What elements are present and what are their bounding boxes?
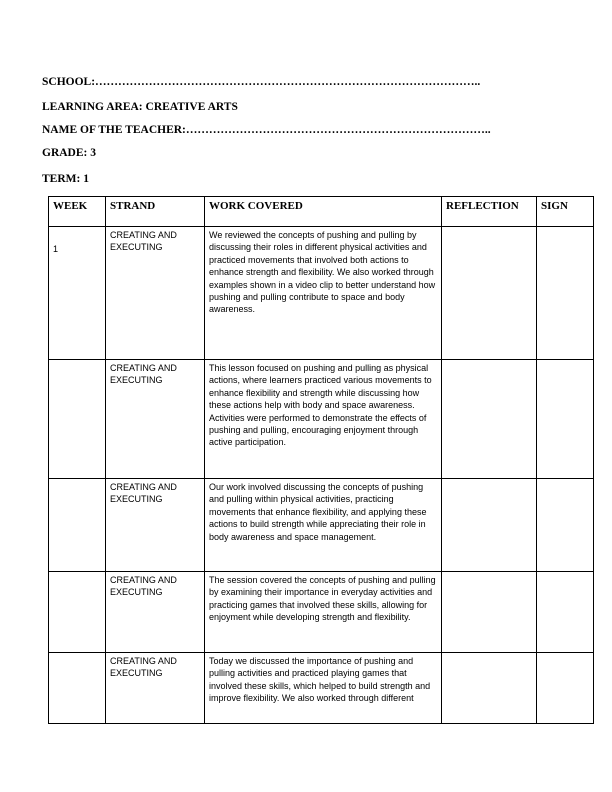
week-cell [49, 653, 106, 724]
strand-cell: CREATING AND EXECUTING [106, 360, 205, 479]
reflection-cell[interactable] [442, 653, 537, 724]
week-cell: 1 [49, 227, 106, 360]
strand-cell: CREATING AND EXECUTING [106, 653, 205, 724]
sign-cell[interactable] [537, 360, 594, 479]
strand-cell: CREATING AND EXECUTING [106, 572, 205, 653]
reflection-cell[interactable] [442, 479, 537, 572]
table-row [49, 479, 594, 572]
work-covered-cell: Today we discussed the importance of pushing and pulling activities and practiced playing games that involved these skills, which helped to build strength and improve flexibility. We also worked through different [205, 653, 442, 724]
strand-cell: CREATING AND EXECUTING [106, 479, 205, 572]
sign-cell[interactable] [537, 653, 594, 724]
learning-area: LEARNING AREA: CREATIVE ARTS [42, 101, 238, 113]
sign-cell[interactable] [537, 479, 594, 572]
col-strand-header: STRAND [106, 197, 205, 227]
table-row [49, 653, 594, 724]
work-record-table [48, 196, 594, 724]
school-field: SCHOOL:……………………………………………………………………………………….. [42, 76, 481, 88]
sign-cell[interactable] [537, 227, 594, 360]
table-header-row [49, 197, 594, 227]
col-work-covered-header: WORK COVERED [205, 197, 442, 227]
work-covered-cell: The session covered the concepts of pushing and pulling by examining their importance in everyday activities and practicing games that involved these skills, allowing for enjoyment while developing strength and flexibility. [205, 572, 442, 653]
work-covered-cell: We reviewed the concepts of pushing and pulling by discussing their roles in different physical activities and practiced movements that involved both actions to enhance strength and flexibility. We also worked through examples shown in a video clip to better understand how pushing and pulling contribute to space and body awareness. [205, 227, 442, 360]
strand-cell: CREATING AND EXECUTING [106, 227, 205, 360]
grade-label: GRADE: 3 [42, 147, 96, 159]
week-cell [49, 572, 106, 653]
reflection-cell[interactable] [442, 572, 537, 653]
teacher-name-field: NAME OF THE TEACHER:…………………………………………………………………….. [42, 124, 491, 136]
week-cell [49, 479, 106, 572]
table-row [49, 360, 594, 479]
col-sign-header: SIGN [537, 197, 594, 227]
work-covered-cell: This lesson focused on pushing and pulling as physical actions, where learners practiced various movements to enhance flexibility and strength while discussing how these actions help with body and space awareness. Activities were performed to demonstrate the effects of pushing and pulling, encouraging enjoyment through active participation. [205, 360, 442, 479]
reflection-cell[interactable] [442, 227, 537, 360]
table-row [49, 572, 594, 653]
work-covered-cell: Our work involved discussing the concepts of pushing and pulling within physical activities, practicing movements that enhance flexibility, and applying these actions to build strength while appreciating their role in body awareness and space management. [205, 479, 442, 572]
col-reflection-header: REFLECTION [442, 197, 537, 227]
sign-cell[interactable] [537, 572, 594, 653]
col-week-header: WEEK [49, 197, 106, 227]
week-cell [49, 360, 106, 479]
table-row [49, 227, 594, 360]
reflection-cell[interactable] [442, 360, 537, 479]
term-label: TERM: 1 [42, 173, 89, 185]
